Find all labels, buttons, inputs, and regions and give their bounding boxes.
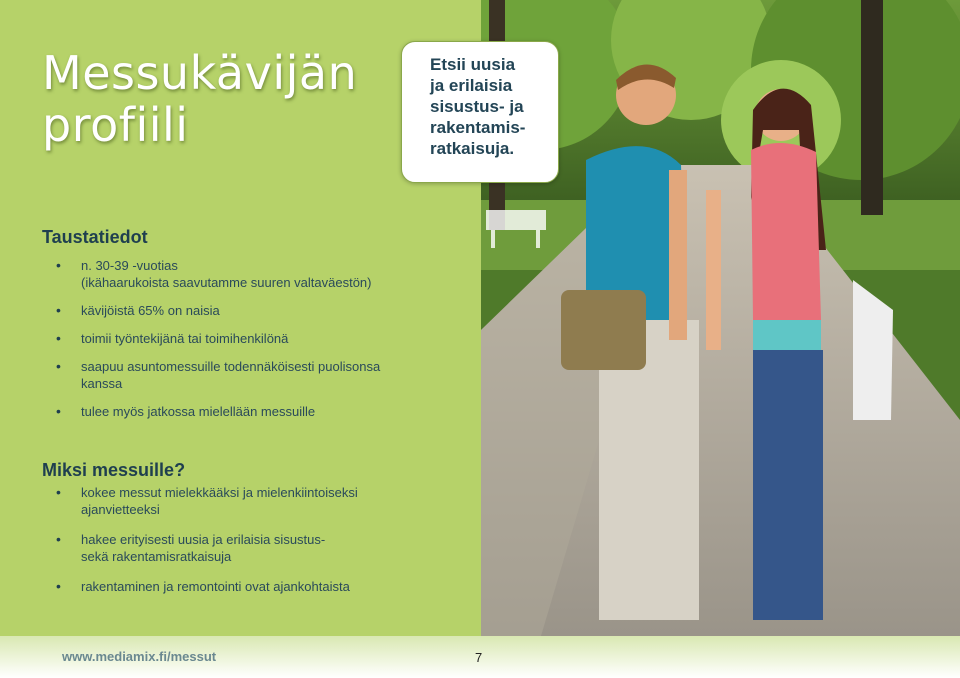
why-list — [42, 484, 462, 608]
list-item: • kävijöistä 65% on naisia — [42, 302, 462, 319]
page-number: 7 — [475, 650, 483, 665]
list-item: • saapuu asuntomessuille todennäköisesti puolisonsa kanssa — [42, 358, 462, 392]
page-title — [42, 47, 382, 151]
list-item: • tulee myös jatkossa mielellään messuille — [42, 403, 462, 420]
list-item: • n. 30-39 -vuotias (ikähaarukoista saavutamme suuren valtaväestön) — [42, 257, 462, 291]
section-heading-background: Taustatiedot — [42, 227, 148, 247]
list-item: • hakee erityisesti uusia ja erilaisia sisustus- sekä rakentamisratkaisuja — [42, 531, 462, 565]
callout-line: ratkaisuja. — [430, 139, 515, 158]
list-item: • kokee messut mielekkääksi ja mielenkiintoiseksi ajanvietteeksi — [42, 484, 462, 518]
callout-line: rakentamis- — [430, 118, 526, 137]
list-item: • toimii työntekijänä tai toimihenkilönä — [42, 330, 462, 347]
title-line-1: Messukävijän — [42, 46, 358, 100]
title-line-2: profiili — [42, 98, 189, 152]
callout-line: Etsii uusia — [430, 55, 516, 74]
callout-box — [401, 41, 559, 183]
callout-line: sisustus- ja — [430, 97, 524, 116]
section-heading-why: Miksi messuille? — [42, 460, 186, 480]
footer-url[interactable]: www.mediamix.fi/messut — [62, 649, 217, 664]
callout-line: ja erilaisia — [430, 76, 513, 95]
background-list — [42, 257, 462, 431]
list-item: • rakentaminen ja remontointi ovat ajankohtaista — [42, 578, 462, 595]
